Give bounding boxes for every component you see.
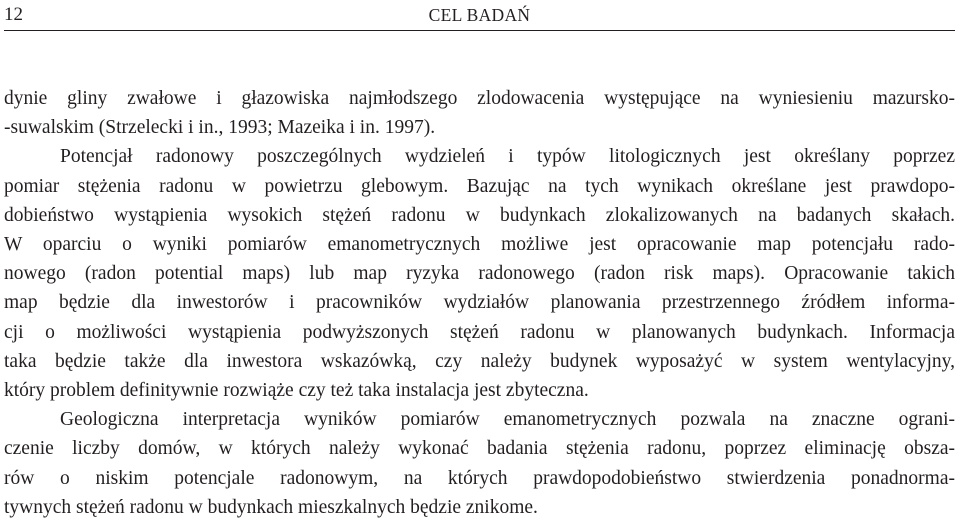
text-line: Potencjał radonowy poszczególnych wydzieleń i typów litologicznych jest określany poprzez bbox=[60, 146, 955, 168]
text-line: dynie gliny zwałowe i głazowiska najmłodszego zlodowacenia występujące na wyniesieniu mazursko- bbox=[4, 88, 955, 109]
page-header bbox=[4, 0, 955, 31]
text-line: tywnych stężeń radonu w budynkach mieszkalnych będzie znikome. bbox=[4, 496, 538, 518]
text-line: taka będzie także dla inwestora wskazówką, czy należy budynek wyposażyć w system wentylacyjny, bbox=[4, 350, 955, 372]
text-line: dobieństwo wystąpienia wysokich stężeń radonu w budynkach zlokalizowanych na badanych skałach. bbox=[4, 204, 955, 226]
text-line: Geologiczna interpretacja wyników pomiarów emanometrycznych pozwala na znaczne ograni- bbox=[60, 409, 955, 431]
paragraph-1 bbox=[4, 84, 955, 142]
text-line: nowego (radon potential maps) lub map ryzyka radonowego (radon risk maps). Opracowanie takich bbox=[4, 263, 955, 285]
running-head: CEL BADAŃ bbox=[428, 5, 531, 25]
text-line: który problem definitywnie rozwiąże czy też taka instalacja jest zbyteczna. bbox=[4, 380, 589, 402]
body-text bbox=[4, 84, 955, 522]
paragraph-3 bbox=[4, 405, 955, 522]
text-line: pomiar stężenia radonu w powietrzu glebowym. Bazując na tych wynikach określane jest prawdopo- bbox=[4, 175, 955, 197]
text-line: W oparciu o wyniki pomiarów emanometrycznych możliwe jest opracowanie map potencjału rado- bbox=[4, 234, 955, 256]
text-line: rów o niskim potencjale radonowym, na których prawdopodobieństwo stwierdzenia ponadnorma- bbox=[4, 467, 955, 489]
text-line: -suwalskim (Strzelecki i in., 1993; Mazeika i in. 1997). bbox=[4, 117, 436, 139]
paragraph-2 bbox=[4, 142, 955, 405]
page-number: 12 bbox=[4, 4, 23, 25]
text-line: czenie liczby domów, w których należy wykonać badania stężenia radonu, poprzez eliminację obsza- bbox=[4, 438, 955, 460]
text-line: map będzie dla inwestorów i pracowników wydziałów planowania przestrzennego źródłem informa- bbox=[4, 292, 955, 314]
text-line: cji o możliwości wystąpienia podwyższonych stężeń radonu w planowanych budynkach. Informacja bbox=[4, 321, 955, 343]
